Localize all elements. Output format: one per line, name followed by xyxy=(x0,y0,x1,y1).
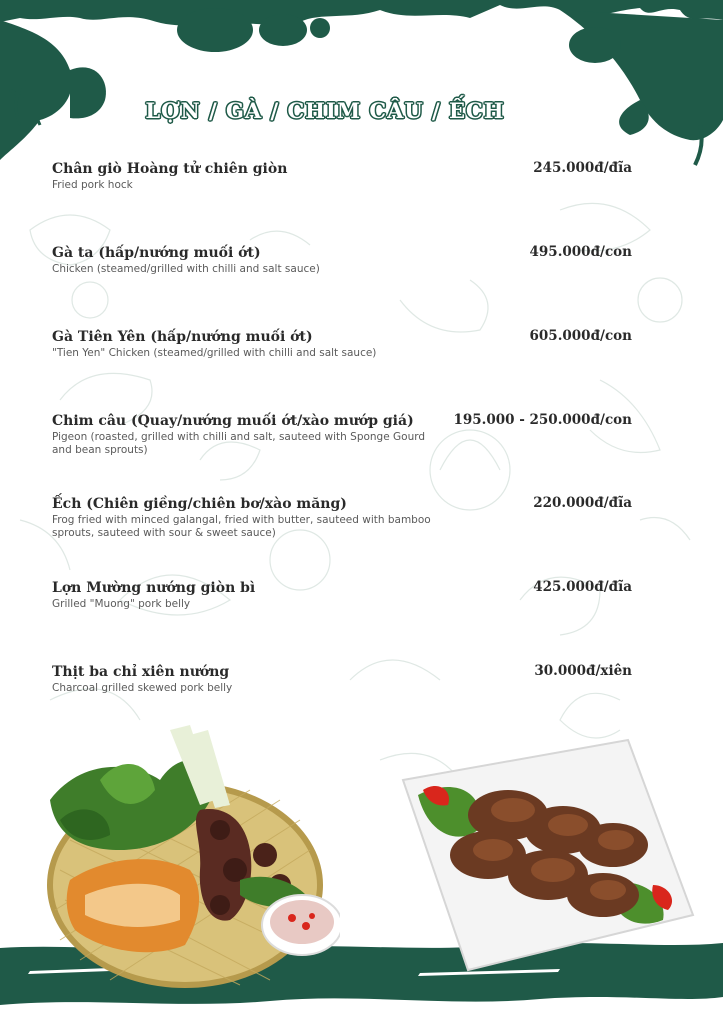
menu-item-price: 220.000đ/đĩa xyxy=(533,495,632,511)
menu-item-price: 495.000đ/con xyxy=(529,244,632,260)
menu-item-name: Lợn Mường nướng giòn bì xyxy=(52,580,256,596)
roast-pork-basket-photo xyxy=(40,720,340,990)
category-title: LỢN / GÀ / CHIM CÂU / ẾCH xyxy=(145,98,505,123)
menu-item xyxy=(52,495,632,540)
menu-item xyxy=(52,412,632,457)
menu-item xyxy=(52,160,632,192)
menu-item xyxy=(52,579,632,611)
menu-item-name: Chân giò Hoàng tử chiên giòn xyxy=(52,161,288,177)
menu-item xyxy=(52,244,632,276)
menu-item-description: Pigeon (roasted, grilled with chilli and salt, sauteed with Sponge Gourd and bean sprouts) xyxy=(52,431,426,456)
grilled-pigeon-plate-photo xyxy=(398,735,698,975)
menu-item xyxy=(52,663,632,695)
menu-item-description: Frog fried with minced galangal, fried with butter, sauteed with bamboo sprouts, sauteed with sour & sweet sauce) xyxy=(52,514,431,539)
menu-item-name: Gà Tiên Yên (hấp/nướng muối ớt) xyxy=(52,329,313,345)
menu-item-price: 425.000đ/đĩa xyxy=(533,579,632,595)
menu-item-description: Grilled "Muong" pork belly xyxy=(52,598,191,610)
menu-item-description: "Tien Yen" Chicken (steamed/grilled with chilli and salt sauce) xyxy=(52,347,377,359)
menu-item-name: Gà ta (hấp/nướng muối ớt) xyxy=(52,245,261,261)
menu-item-name: Ếch (Chiên giềng/chiên bơ/xào măng) xyxy=(52,496,347,512)
menu-item-price: 195.000 - 250.000đ/con xyxy=(453,412,632,428)
menu-item-price: 605.000đ/con xyxy=(529,328,632,344)
menu-item-price: 245.000đ/đĩa xyxy=(533,160,632,176)
menu-item-description: Charcoal grilled skewed pork belly xyxy=(52,682,233,694)
seafood-silhouette-header xyxy=(0,0,723,170)
menu-item xyxy=(52,328,632,360)
menu-item-name: Chim câu (Quay/nướng muối ớt/xào mướp giá) xyxy=(52,413,414,429)
menu-item-price: 30.000đ/xiên xyxy=(534,663,632,679)
menu-item-description: Fried pork hock xyxy=(52,179,133,191)
menu-item-name: Thịt ba chỉ xiên nướng xyxy=(52,664,230,680)
menu-item-description: Chicken (steamed/grilled with chilli and salt sauce) xyxy=(52,263,320,275)
